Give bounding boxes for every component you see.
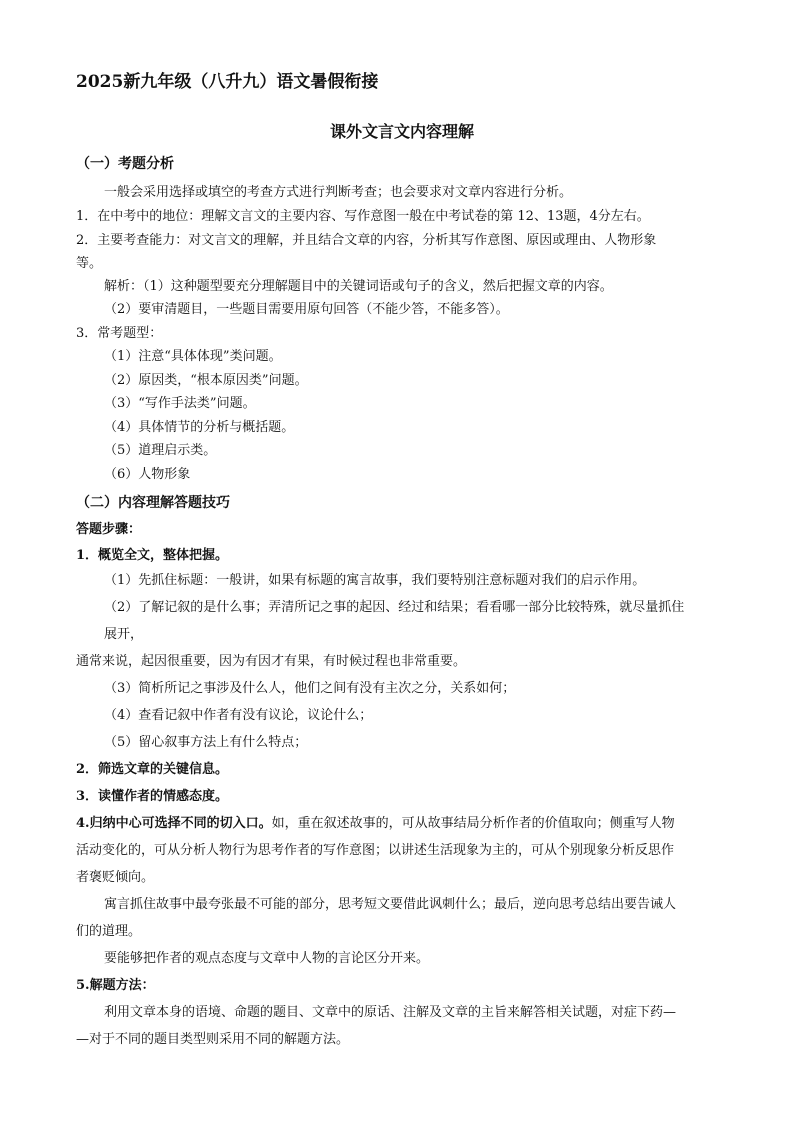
step-detail: （5）留心叙事方法上有什么特点； — [104, 735, 308, 750]
section-heading-techniques: （二）内容理解答题技巧 — [76, 495, 230, 511]
section-heading-analysis: （一）考题分析 — [76, 156, 174, 172]
step-text: 如，重在叙述故事的，可从故事结局分析作者的价值取向；侧重写人物 — [271, 816, 675, 831]
step-detail-continuation: 展开， — [104, 627, 144, 642]
step-heading: 5.解题方法： — [76, 978, 155, 993]
question-type-item: （4）具体情节的分析与概括题。 — [104, 420, 295, 435]
header-title: 2025新九年级（八升九）语文暑假衔接 — [76, 72, 379, 92]
paragraph-line: —对于不同的题目类型则采用不同的解题方法。 — [76, 1032, 350, 1047]
step-heading: 1．概览全文，整体把握。 — [76, 548, 229, 563]
paragraph-line: 利用文章本身的语境、命题的题目、文章中的原话、注解及文章的主旨来解答相关试题，对症下药— — [104, 1005, 677, 1020]
step-detail: （4）查看记叙中作者有没有议论，议论什么； — [104, 708, 373, 723]
step-detail: （1）先抓住标题：一般讲，如果有标题的寓言故事，我们要特别注意标题对我们的启示作用。 — [104, 573, 646, 588]
steps-label: 答题步骤： — [76, 522, 142, 537]
list-item: 2．主要考查能力：对文言文的理解，并且结合文章的内容，分析其写作意图、原因或理由、人物形象 — [76, 233, 657, 248]
question-type-item: （5）道理启示类。 — [104, 443, 217, 458]
list-item-continuation: 等。 — [76, 256, 103, 271]
step-detail: （3）简析所记之事涉及什么人，他们之间有没有主次之分，关系如何； — [104, 681, 516, 696]
paragraph-line: 们的道理。 — [76, 924, 142, 939]
step-detail-continuation: 通常来说，起因很重要，因为有因才有果，有时候过程也非常重要。 — [76, 654, 467, 669]
paragraph-line: 者褒贬倾向。 — [76, 870, 155, 885]
step-heading-with-text — [76, 815, 675, 833]
list-item: 1．在中考中的地位：理解文言文的主要内容、写作意图一般在中考试卷的第 12、13题，4分左右。 — [76, 209, 650, 224]
intro-paragraph: 一般会采用选择或填空的考查方式进行判断考查；也会要求对文章内容进行分析。 — [104, 185, 573, 200]
paragraph-line: 寓言抓住故事中最夸张最不可能的部分，思考短文要借此讽刺什么；最后，逆向思考总结出要告诫人 — [104, 897, 677, 912]
question-type-item: （6）人物形象 — [104, 467, 191, 482]
step-heading: 4.归纳中心可选择不同的切入口。 — [76, 816, 272, 831]
paragraph-line: 要能够把作者的观点态度与文章中人物的言论区分开来。 — [104, 951, 430, 966]
question-type-item: （2）原因类，“根本原因类”问题。 — [104, 373, 308, 388]
document-title: 课外文言文内容理解 — [330, 122, 475, 141]
step-detail: （2）了解记叙的是什么事；弄清所记之事的起因、经过和结果；看看哪一部分比较特殊，就尽量抓住 — [104, 600, 685, 615]
analysis-line: 解析：（1）这种题型要充分理解题目中的关键词语或句子的含义，然后把握文章的内容。 — [104, 279, 613, 294]
list-item: 3．常考题型： — [76, 326, 163, 341]
paragraph-line: 活动变化的，可从分析人物行为思考作者的写作意图；以讲述生活现象为主的，可从个别现象分析反思作 — [76, 843, 675, 858]
analysis-line: （2）要审清题目，一些题目需要用原句回答（不能少答，不能多答）。 — [104, 302, 509, 317]
question-type-item: （3）“写作手法类”问题。 — [104, 396, 256, 411]
step-heading: 2．筛选文章的关键信息。 — [76, 762, 229, 777]
question-type-item: （1）注意“具体体现”类问题。 — [104, 349, 282, 364]
step-heading: 3．读懂作者的情感态度。 — [76, 789, 229, 804]
